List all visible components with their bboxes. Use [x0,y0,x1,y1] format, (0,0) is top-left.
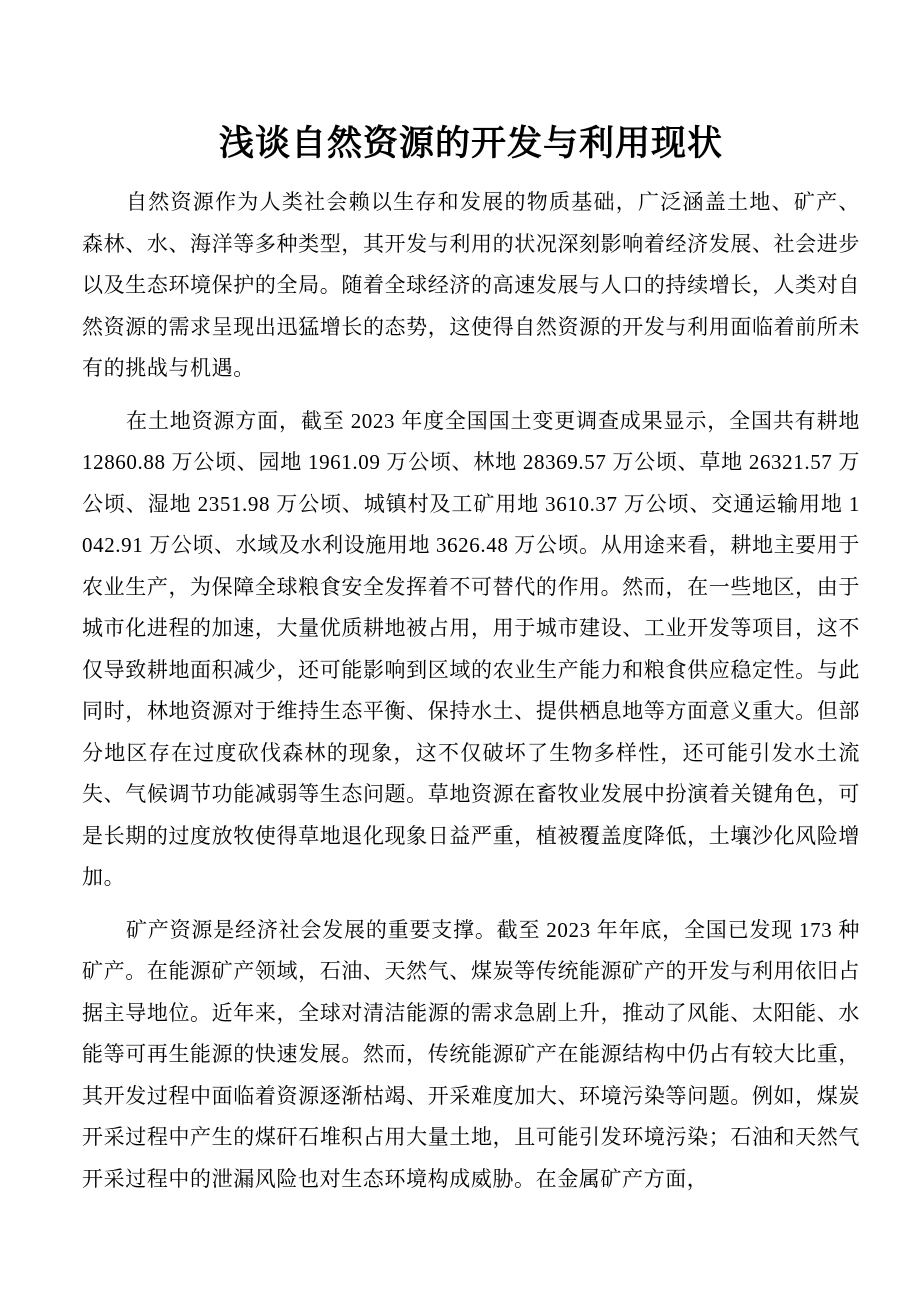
document-title: 浅谈自然资源的开发与利用现状 [218,124,723,163]
paragraph-land-resources: 在土地资源方面，截至 2023 年度全国国土变更调查成果显示，全国共有耕地 12860.88 万公顷、园地 1961.09 万公顷、林地 28369.57 万公顷、草地 26321.57 万公顷、湿地 2351.98 万公顷、城镇村及工矿用地 3610.37 万公顷、交通运输用地 1042.91 万公顷、水域及水利设施用地 3626.48 万公顷。从用途来看，耕地主要用于农业生产，为保障全球粮食安全发挥着不可替代的作用。然而，在一些地区，由于城市化进程的加速，大量优质耕地被占用，用于城市建设、工业开发等项目，这不仅导致耕地面积减少，还可能影响到区域的农业生产能力和粮食供应稳定性。与此同时，林地资源对于维持生态平衡、保持水土、提供栖息地等方面意义重大。但部分地区存在过度砍伐森林的现象，这不仅破坏了生物多样性，还可能引发水土流失、气候调节功能减弱等生态问题。草地资源在畜牧业发展中扮演着关键角色，可是长期的过度放牧使得草地退化现象日益严重，植被覆盖度降低，土壤沙化风险增加。 [82,408,860,889]
paragraph-mineral-resources: 矿产资源是经济社会发展的重要支撑。截至 2023 年年底，全国已发现 173 种矿产。在能源矿产领域，石油、天然气、煤炭等传统能源矿产的开发与利用依旧占据主导地位。近年来，全球对清洁能源的需求急剧上升，推动了风能、太阳能、水能等可再生能源的快速发展。然而，传统能源矿产在能源结构中仍占有较大比重，其开发过程中面临着资源逐渐枯竭、开采难度加大、环境污染等问题。例如，煤炭开采过程中产生的煤矸石堆积占用大量土地，且可能引发环境污染；石油和天然气开采过程中的泄漏风险也对生态环境构成威胁。在金属矿产方面， [82,917,860,1191]
paragraph-intro: 自然资源作为人类社会赖以生存和发展的物质基础，广泛涵盖土地、矿产、森林、水、海洋等多种类型，其开发与利用的状况深刻影响着经济发展、社会进步以及生态环境保护的全局。随着全球经济的高速发展与人口的持续增长，人类对自然资源的需求呈现出迅猛增长的态势，这使得自然资源的开发与利用面临着前所未有的挑战与机遇。 [82,190,860,380]
